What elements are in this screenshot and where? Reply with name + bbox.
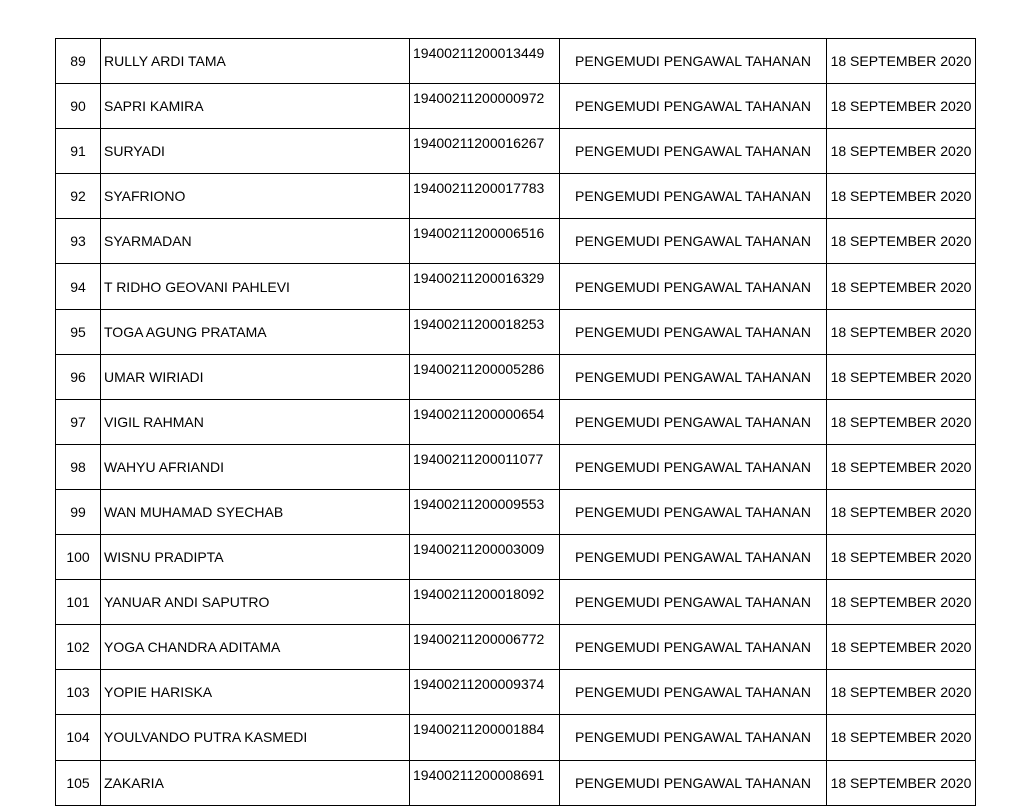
row-number-cell: 102 — [56, 625, 101, 670]
row-number-cell: 103 — [56, 670, 101, 715]
date-cell: 18 SEPTEMBER 2020 — [827, 580, 976, 625]
employee-id-cell: 19400211200013449 — [410, 39, 560, 84]
name-cell: YANUAR ANDI SAPUTRO — [101, 580, 410, 625]
row-number-cell: 99 — [56, 489, 101, 534]
employee-id-cell: 19400211200016267 — [410, 129, 560, 174]
employee-id-cell: 19400211200011077 — [410, 444, 560, 489]
name-cell: SAPRI KAMIRA — [101, 84, 410, 129]
table-row — [56, 535, 976, 580]
name-cell: TOGA AGUNG PRATAMA — [101, 309, 410, 354]
table-row — [56, 354, 976, 399]
row-number-cell: 89 — [56, 39, 101, 84]
date-cell: 18 SEPTEMBER 2020 — [827, 444, 976, 489]
employee-id-cell: 19400211200003009 — [410, 535, 560, 580]
date-cell: 18 SEPTEMBER 2020 — [827, 309, 976, 354]
position-cell: PENGEMUDI PENGAWAL TAHANAN — [560, 580, 827, 625]
employee-id-cell: 19400211200005286 — [410, 354, 560, 399]
date-cell: 18 SEPTEMBER 2020 — [827, 174, 976, 219]
position-cell: PENGEMUDI PENGAWAL TAHANAN — [560, 489, 827, 534]
row-number-cell: 90 — [56, 84, 101, 129]
date-cell: 18 SEPTEMBER 2020 — [827, 84, 976, 129]
date-cell: 18 SEPTEMBER 2020 — [827, 625, 976, 670]
date-cell: 18 SEPTEMBER 2020 — [827, 715, 976, 760]
position-cell: PENGEMUDI PENGAWAL TAHANAN — [560, 670, 827, 715]
table-row — [56, 444, 976, 489]
employee-id-cell: 19400211200000972 — [410, 84, 560, 129]
employee-id-cell: 19400211200000654 — [410, 399, 560, 444]
table-row — [56, 39, 976, 84]
row-number-cell: 98 — [56, 444, 101, 489]
name-cell: SYAFRIONO — [101, 174, 410, 219]
row-number-cell: 92 — [56, 174, 101, 219]
position-cell: PENGEMUDI PENGAWAL TAHANAN — [560, 444, 827, 489]
table-row — [56, 625, 976, 670]
name-cell: YOPIE HARISKA — [101, 670, 410, 715]
table-row — [56, 399, 976, 444]
personnel-table — [55, 38, 976, 806]
name-cell: T RIDHO GEOVANI PAHLEVI — [101, 264, 410, 309]
date-cell: 18 SEPTEMBER 2020 — [827, 219, 976, 264]
row-number-cell: 101 — [56, 580, 101, 625]
date-cell: 18 SEPTEMBER 2020 — [827, 399, 976, 444]
row-number-cell: 95 — [56, 309, 101, 354]
employee-id-cell: 19400211200006516 — [410, 219, 560, 264]
name-cell: YOGA CHANDRA ADITAMA — [101, 625, 410, 670]
employee-id-cell: 19400211200001884 — [410, 715, 560, 760]
table-row — [56, 580, 976, 625]
row-number-cell: 104 — [56, 715, 101, 760]
employee-id-cell: 19400211200018092 — [410, 580, 560, 625]
position-cell: PENGEMUDI PENGAWAL TAHANAN — [560, 625, 827, 670]
table-row — [56, 84, 976, 129]
position-cell: PENGEMUDI PENGAWAL TAHANAN — [560, 129, 827, 174]
employee-id-cell: 19400211200008691 — [410, 760, 560, 805]
position-cell: PENGEMUDI PENGAWAL TAHANAN — [560, 760, 827, 805]
date-cell: 18 SEPTEMBER 2020 — [827, 535, 976, 580]
table-row — [56, 489, 976, 534]
row-number-cell: 97 — [56, 399, 101, 444]
position-cell: PENGEMUDI PENGAWAL TAHANAN — [560, 399, 827, 444]
employee-id-cell: 19400211200016329 — [410, 264, 560, 309]
name-cell: WAN MUHAMAD SYECHAB — [101, 489, 410, 534]
position-cell: PENGEMUDI PENGAWAL TAHANAN — [560, 354, 827, 399]
row-number-cell: 93 — [56, 219, 101, 264]
table-row — [56, 264, 976, 309]
position-cell: PENGEMUDI PENGAWAL TAHANAN — [560, 84, 827, 129]
row-number-cell: 94 — [56, 264, 101, 309]
table-row — [56, 715, 976, 760]
name-cell: ZAKARIA — [101, 760, 410, 805]
row-number-cell: 91 — [56, 129, 101, 174]
row-number-cell: 96 — [56, 354, 101, 399]
row-number-cell: 105 — [56, 760, 101, 805]
position-cell: PENGEMUDI PENGAWAL TAHANAN — [560, 174, 827, 219]
date-cell: 18 SEPTEMBER 2020 — [827, 129, 976, 174]
position-cell: PENGEMUDI PENGAWAL TAHANAN — [560, 309, 827, 354]
employee-id-cell: 19400211200009374 — [410, 670, 560, 715]
employee-id-cell: 19400211200006772 — [410, 625, 560, 670]
date-cell: 18 SEPTEMBER 2020 — [827, 760, 976, 805]
position-cell: PENGEMUDI PENGAWAL TAHANAN — [560, 715, 827, 760]
name-cell: UMAR WIRIADI — [101, 354, 410, 399]
name-cell: YOULVANDO PUTRA KASMEDI — [101, 715, 410, 760]
date-cell: 18 SEPTEMBER 2020 — [827, 264, 976, 309]
table-row — [56, 129, 976, 174]
table-row — [56, 670, 976, 715]
personnel-table-body — [56, 39, 976, 806]
name-cell: WAHYU AFRIANDI — [101, 444, 410, 489]
employee-id-cell: 19400211200009553 — [410, 489, 560, 534]
name-cell: RULLY ARDI TAMA — [101, 39, 410, 84]
table-row — [56, 760, 976, 805]
table-row — [56, 219, 976, 264]
position-cell: PENGEMUDI PENGAWAL TAHANAN — [560, 264, 827, 309]
name-cell: WISNU PRADIPTA — [101, 535, 410, 580]
employee-id-cell: 19400211200018253 — [410, 309, 560, 354]
name-cell: SYARMADAN — [101, 219, 410, 264]
date-cell: 18 SEPTEMBER 2020 — [827, 354, 976, 399]
position-cell: PENGEMUDI PENGAWAL TAHANAN — [560, 39, 827, 84]
row-number-cell: 100 — [56, 535, 101, 580]
position-cell: PENGEMUDI PENGAWAL TAHANAN — [560, 535, 827, 580]
name-cell: VIGIL RAHMAN — [101, 399, 410, 444]
table-row — [56, 309, 976, 354]
position-cell: PENGEMUDI PENGAWAL TAHANAN — [560, 219, 827, 264]
date-cell: 18 SEPTEMBER 2020 — [827, 489, 976, 534]
date-cell: 18 SEPTEMBER 2020 — [827, 39, 976, 84]
employee-id-cell: 19400211200017783 — [410, 174, 560, 219]
date-cell: 18 SEPTEMBER 2020 — [827, 670, 976, 715]
table-row — [56, 174, 976, 219]
name-cell: SURYADI — [101, 129, 410, 174]
